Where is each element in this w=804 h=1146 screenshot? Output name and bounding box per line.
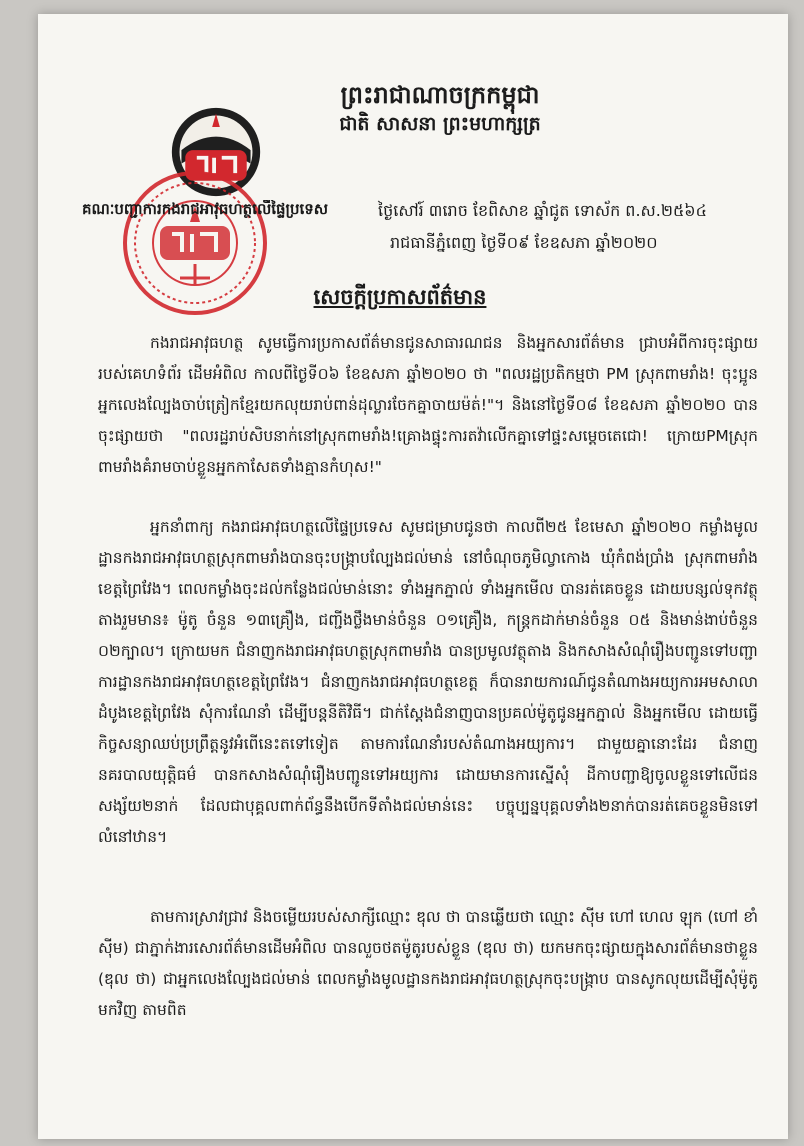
paragraph-3: តាមការស្រាវជ្រាវ និងចម្លើយរបស់សាក្សីឈ្មោះ ឌុល ថា បានឆ្លើយថា ឈ្មោះ ស៊ីម ហៅ ហេល ឡុក (ហៅ ខាំ ស៊ីម) ជាភ្នាក់ងារសោរព័ត៌មានដើមអំពិល បានលួចថតម៉ូតូរបស់ខ្លួន (ឌុល ថា) យកមកចុះផ្សាយក្នុងសារព័ត៌មានថាខ្លួន (ឌុល ថា) ជាអ្នកលេងល្បែងជល់មាន់ ពេលកម្លាំងមូលដ្ឋានកងរាជអាវុធហត្ថស្រុកចុះបង្ក្រាប បានសូកលុយដើម្បីសុំម៉ូតូមកវិញ តាមពិត <box>98 908 758 1019</box>
place-and-date: រាជធានីភ្នំពេញ ថ្ងៃទី០៩ ខែឧសភា ឆ្នាំ២០២០ <box>390 233 658 252</box>
kingdom-heading: ព្រះរាជាណាចក្រកម្ពុជា <box>340 81 540 109</box>
document-title: សេចក្តីប្រកាសព័ត៌មាន <box>313 285 487 309</box>
official-seal-stamp <box>120 168 270 318</box>
paragraph-2: អ្នកនាំពាក្យ កងរាជអាវុធហត្ថលើផ្ទៃប្រទេស សូមជម្រាបជូនថា កាលពី២៥ ខែមេសា ឆ្នាំ២០២០ កម្លាំងមូលដ្ឋានកងរាជអាវុធហត្ថស្រុកពាមរាំងបានចុះបង្ក្រាបល្បែងជល់មាន់ នៅចំណុចភូមិល្វាកោង ឃុំកំពង់ប្រាំង ស្រុកពាមរាំង ខេត្តព្រៃវែង។ ពេលកម្លាំងចុះដល់កន្លែងជល់មាន់នោះ ទាំងអ្នកភ្នាល់ ទាំងអ្នកមើល បានរត់គេចខ្លួន ដោយបន្សល់ទុកវត្ថុតាងរួមមាន៖ ម៉ូតូ ចំនួន ១៣គ្រឿង, ជញ្ជីងថ្លឹងមាន់ចំនួន ០១គ្រឿង, កន្ត្រកដាក់មាន់ចំនួន ០៥ និងមាន់ងាប់ចំនួន ០២ក្បាល។ ក្រោយមក ជំនាញកងរាជអាវុធហត្ថស្រុកពាមរាំង បានប្រមូលវត្ថុតាង និងកសាងសំណុំរឿងបញ្ជូនទៅបញ្ជាការដ្ឋានកងរាជអាវុធហត្ថខេត្តព្រៃវែង។ ជំនាញកងរាជអាវុធហត្ថខេត្ត ក៏បានរាយការណ៍ជូនតំណាងអយ្យការអមសាលាដំបូងខេត្តព្រៃវែង សុំការណែនាំ ដើម្បីបន្តនីតិវិធី។ ជាក់ស្តែងជំនាញបានប្រគល់ម៉ូតូជូនអ្នកភ្នាល់ និងអ្នកមើល ដោយធ្វើកិច្ចសន្យាឈប់ប្រព្រឹត្តនូវអំពើនេះតទៅទៀត តាមការណែនាំរបស់តំណាងអយ្យការ។ ជាមួយគ្នានោះដែរ ជំនាញនគរបាលយុត្តិធម៌ បានកសាងសំណុំរឿងបញ្ជូនទៅអយ្យការ ដោយមានការស្នើសុំ ដីកាបញ្ជាឱ្យចូលខ្លួនទៅលើជនសង្ស័យ២នាក់ ដែលជាបុគ្គលពាក់ព័ន្ធនឹងបើកទីតាំងជល់មាន់នេះ បច្ចុប្បន្នបុគ្គលទាំង២នាក់បានរត់គេចខ្លួនមិនទៅលំនៅឋាន។ <box>98 518 758 846</box>
paragraph-1: កងរាជអាវុធហត្ថ សូមធ្វើការប្រកាសព័ត៌មានជូនសាធារណជន និងអ្នកសារព័ត៌មាន ជ្រាបអំពីការចុះផ្សាយរបស់គេហទំព័រ ដើមអំពិល កាលពីថ្ងៃទី០៦ ខែឧសភា ឆ្នាំ២០២០ ថា "ពលរដ្ឋប្រតិកម្មថា PM ស្រុកពាមរាំង! ចុះប្អូនអ្នកលេងល្បែងចាប់ត្រៀកខ្មែរយកលុយរាប់ពាន់ដុល្លារចែកគ្នាចាយម៉ត់!"។ និងនៅថ្ងៃទី០៨ ខែឧសភា ឆ្នាំ២០២០ បានចុះផ្សាយថា "ពលរដ្ឋរាប់សិបនាក់នៅស្រុកពាមរាំង!គ្រោងផ្ទុះការតវ៉ាលើកគ្នាទៅផ្ទះសម្តេចតេជោ! ក្រោយPMស្រុកពាមរាំងគំរាមចាប់ខ្លួនអ្នកកាសែតទាំងគ្មានកំហុស!" <box>98 334 758 476</box>
lunar-date: ថ្ងៃសៅរ៍ ៣រោច ខែពិសាខ ឆ្នាំជូត ទោស័ក ព.ស.២៥៦៤ <box>378 201 707 220</box>
national-motto: ជាតិ សាសនា ព្រះមហាក្សត្រ <box>339 113 541 135</box>
organization-name: គណៈបញ្ជាការកងរាជអាវុធហត្ថលើផ្ទៃប្រទេស <box>82 200 329 218</box>
